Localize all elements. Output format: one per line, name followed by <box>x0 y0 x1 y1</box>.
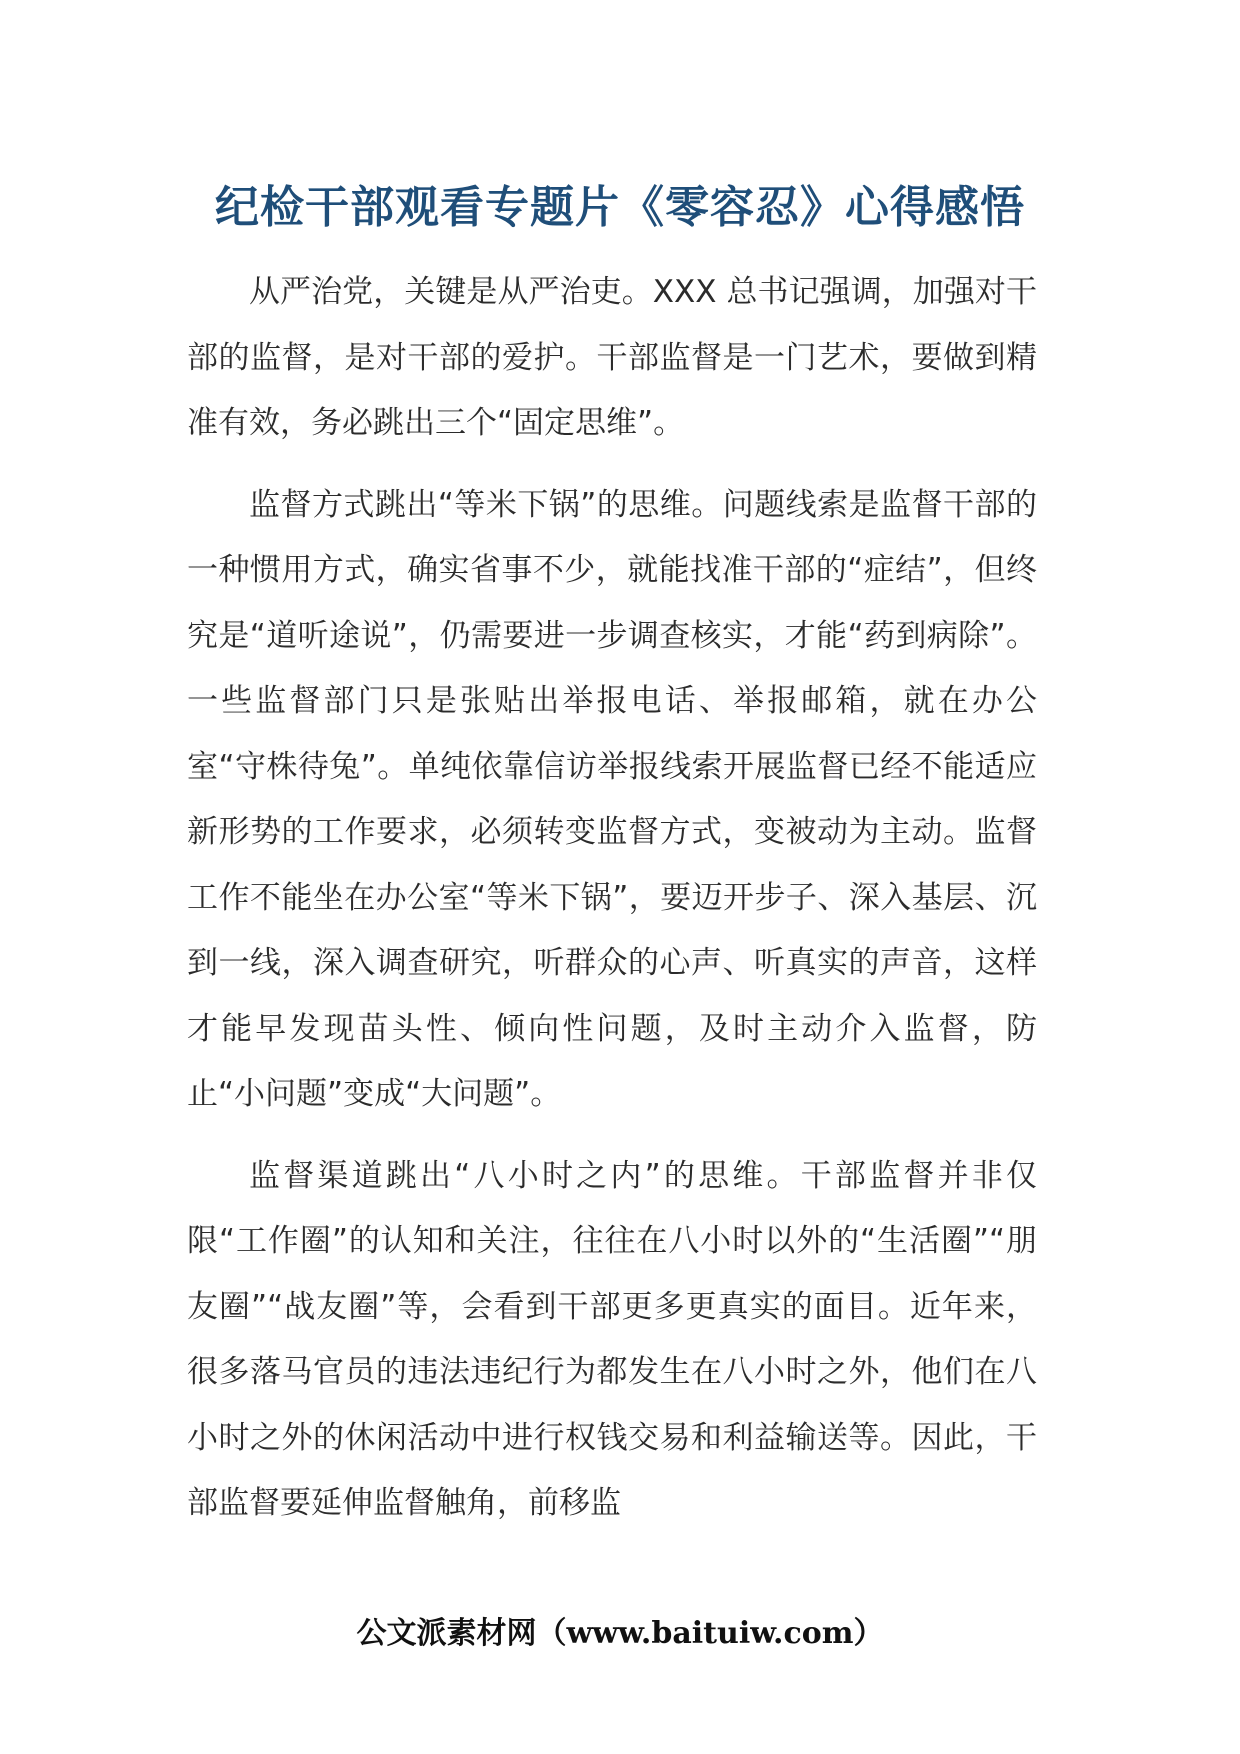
document-title: 纪检干部观看专题片《零容忍》心得感悟 <box>215 182 1025 233</box>
page-footer: 公文派素材网（www.baituiw.com） <box>356 1616 884 1651</box>
document-body <box>187 260 1037 1553</box>
paragraph-1: 从严治党，关键是从严治吏。XXX 总书记强调，加强对干部的监督，是对干部的爱护。干部监督是一门艺术，要做到精准有效，务必跳出三个“固定思维”。 <box>187 274 1037 441</box>
paragraph-3: 监督渠道跳出“八小时之内”的思维。干部监督并非仅限“工作圈”的认知和关注，往往在八小时以外的“生活圈”“朋友圈”“战友圈”等，会看到干部更多更真实的面目。近年来，很多落马官员的违法违纪行为都发生在八小时之外，他们在八小时之外的休闲活动中进行权钱交易和利益输送等。因此，干部监督要延伸监督触角，前移监 <box>187 1157 1037 1521</box>
paragraph-2: 监督方式跳出“等米下锅”的思维。问题线索是监督干部的一种惯用方式，确实省事不少，就能找准干部的“症结”，但终究是“道听途说”，仍需要进一步调查核实，才能“药到病除”。一些监督部门只是张贴出举报电话、举报邮箱，就在办公室“守株待兔”。单纯依靠信访举报线索开展监督已经不能适应新形势的工作要求，必须转变监督方式，变被动为主动。监督工作不能坐在办公室“等米下锅”，要迈开步子、深入基层、沉到一线，深入调查研究，听群众的心声、听真实的声音，这样才能早发现苗头性、倾向性问题，及时主动介入监督，防止“小问题”变成“大问题”。 <box>187 486 1037 1112</box>
